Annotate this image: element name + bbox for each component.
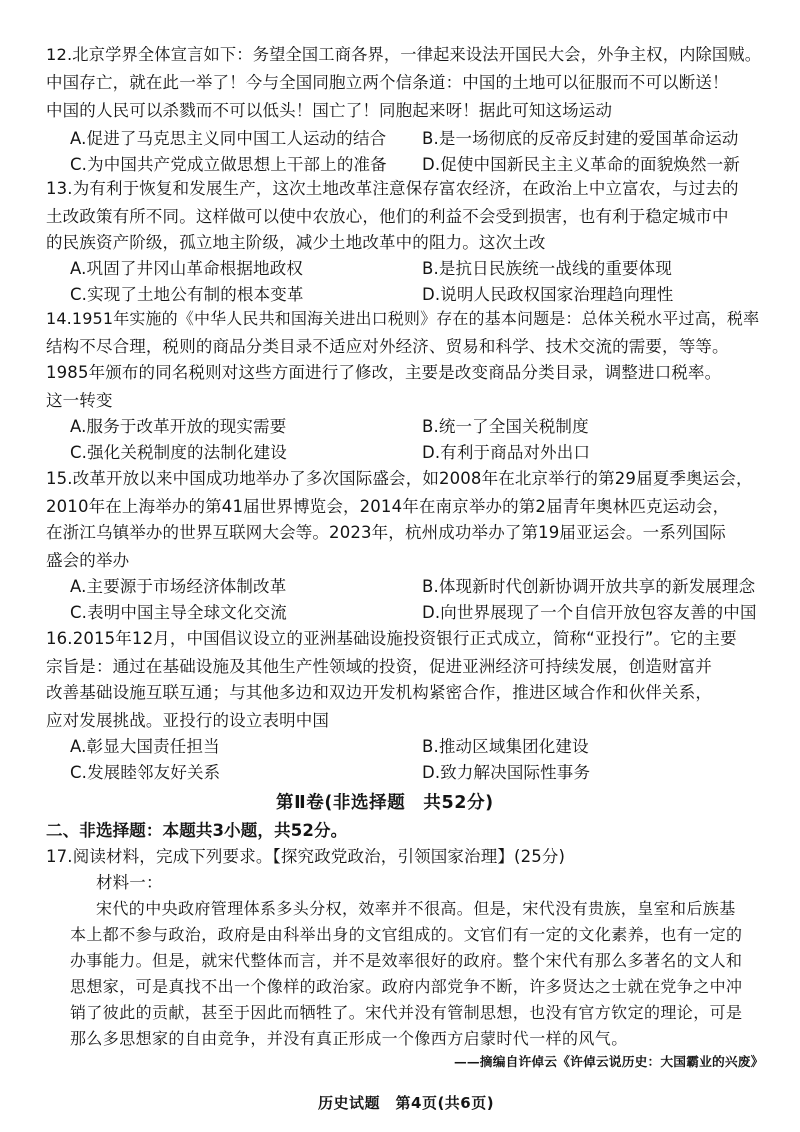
q14-option-b[interactable]: B.统一了全国关税制度 [422,417,589,436]
q16-line-2: 宗旨是：通过在基础设施及其他生产性领域的投资，促进亚洲经济可持续发展，创造财富并 [46,657,712,676]
quote-line-6: 那么多思想家的自由竞争，并没有真正形成一个像西方启蒙时代一样的风气。 [70,1029,628,1048]
q12-option-a[interactable]: A.促进了马克思主义同中国工人运动的结合 [70,129,387,148]
q12-option-b[interactable]: B.是一场彻底的反帝反封建的爱国革命运动 [422,129,739,148]
page-footer: 历史试题 第4页(共6页) [318,1094,495,1112]
q16-option-b[interactable]: B.推动区域集团化建设 [422,737,589,756]
q13-option-c[interactable]: C.实现了土地公有制的根本变革 [70,285,304,304]
q13-option-d[interactable]: D.说明人民政权国家治理趋向理性 [422,285,674,304]
q14-line-1: 14.1951年实施的《中华人民共和国海关进出口税则》存在的基本问题是：总体关税水平过高，税率 [46,309,760,328]
part-header: 二、非选择题：本题共3小题，共52分。 [46,821,348,840]
q13-option-a[interactable]: A.巩固了井冈山革命根据地政权 [70,259,303,278]
q15-option-d[interactable]: D.向世界展现了一个自信开放包容友善的中国 [422,603,757,622]
q16-line-4: 应对发展挑战。亚投行的设立表明中国 [46,711,330,730]
q15-option-b[interactable]: B.体现新时代创新协调开放共享的新发展理念 [422,577,756,596]
q15-option-a[interactable]: A.主要源于市场经济体制改革 [70,577,287,596]
quote-source: ——摘编自许倬云《许倬云说历史：大国霸业的兴废》 [454,1055,764,1070]
q15-line-4: 盛会的举办 [46,551,130,570]
q12-line-3: 中国的人民可以杀戮而不可以低头！国亡了！同胞起来呀！据此可知这场运动 [46,101,613,120]
q12-option-c[interactable]: C.为中国共产党成立做思想上干部上的准备 [70,155,387,174]
q17-prompt: 17.阅读材料，完成下列要求。【探究政党政治，引领国家治理】(25分) [46,847,566,866]
q13-line-2: 土改政策有所不同。这样做可以使中农放心，他们的利益不会受到损害，也有利于稳定城市中 [46,207,729,226]
q16-option-c[interactable]: C.发展睦邻友好关系 [70,763,221,782]
q16-line-3: 改善基础设施互联互通；与其他多边和双边开发机构紧密合作，推进区域合作和伙伴关系， [46,683,712,702]
q16-option-d[interactable]: D.致力解决国际性事务 [422,763,591,782]
q12-option-d[interactable]: D.促使中国新民主主义革命的面貌焕然一新 [422,155,740,174]
q14-line-4: 这一转变 [46,391,113,410]
q13-line-1: 13.为有利于恢复和发展生产，这次土地改革注意保存富农经济，在政治上中立富农，与过去的 [46,179,739,198]
q13-line-3: 的民族资产阶级，孤立地主阶级，减少土地改革中的阻力。这次土改 [46,233,546,252]
q15-line-2: 2010年在上海举办的第41届世界博览会，2014年在南京举办的第2届青年奥林匹克运动会， [46,497,730,516]
q14-option-d[interactable]: D.有利于商品对外出口 [422,443,591,462]
q14-option-c[interactable]: C.强化关税制度的法制化建设 [70,443,287,462]
q14-option-a[interactable]: A.服务于改革开放的现实需要 [70,417,287,436]
q16-option-a[interactable]: A.彰显大国责任担当 [70,737,220,756]
q15-option-c[interactable]: C.表明中国主导全球文化交流 [70,603,287,622]
quote-line-2: 本上都不参与政治，政府是由科举出身的文官组成的。文官们有一定的文化素养，也有一定的 [70,925,743,944]
quote-line-5: 销了彼此的贡献，甚至于因此而牺牲了。宋代并没有管制思想，也没有官方钦定的理论，可是 [70,1003,743,1022]
q15-line-3: 在浙江乌镇举办的世界互联网大会等。2023年，杭州成功举办了第19届亚运会。一系列国际 [46,523,726,542]
q15-line-1: 15.改革开放以来中国成功地举办了多次国际盛会，如2008年在北京举行的第29届夏季奥运会， [46,469,753,488]
quote-line-1: 宋代的中央政府管理体系多头分权，效率并不很高。但是，宋代没有贵族，皇室和后族基 [96,899,736,918]
quote-line-4: 思想家，可是真找不出一个像样的政治家。政府内部党争不断，许多贤达之士就在党争之中冲 [70,977,743,996]
section-title: 第Ⅱ卷(非选择题 共52分) [276,793,494,813]
quote-line-3: 办事能力。但是，就宋代整体而言，并不是效率很好的政府。整个宋代有那么多著名的文人和 [70,951,743,970]
q16-line-1: 16.2015年12月，中国倡议设立的亚洲基础设施投资银行正式成立，简称“亚投行”。它的主要 [46,629,737,648]
q13-option-b[interactable]: B.是抗日民族统一战线的重要体现 [422,259,672,278]
q12-line-2: 中国存亡，就在此一举了！今与全国同胞立两个信条道：中国的土地可以征服而不可以断送！ [46,73,729,92]
q14-line-2: 结构不尽合理，税则的商品分类目录不适应对外经济、贸易和科学、技术交流的需要，等等。 [46,337,729,356]
q14-line-3: 1985年颁布的同名税则对这些方面进行了修改，主要是改变商品分类目录，调整进口税率。 [46,363,722,382]
q12-line-1: 12.北京学界全体宣言如下：务望全国工商各界，一律起来设法开国民大会，外争主权，内除国贼。 [46,45,762,64]
material-label: 材料一： [96,873,163,892]
